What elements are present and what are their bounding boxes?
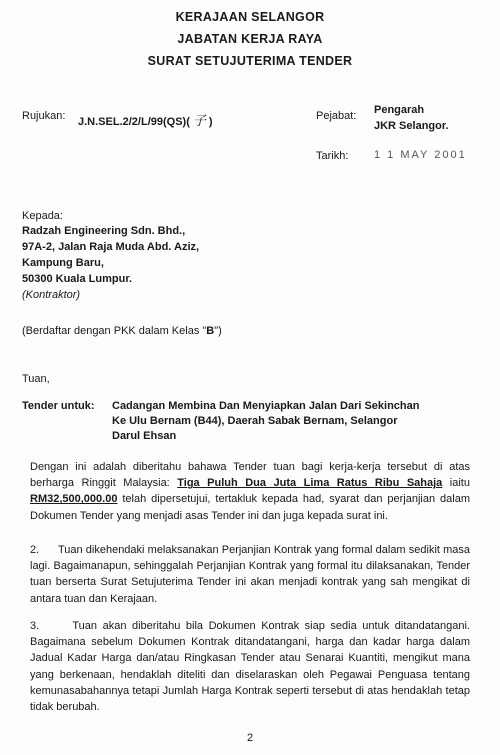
- reference-handwritten: 子: [192, 114, 206, 129]
- date-stamp: 1 1 MAY 2001: [374, 149, 467, 161]
- header-government: KERAJAAN SELANGOR: [175, 10, 325, 24]
- office-label: Pejabat:: [316, 110, 357, 122]
- paragraph-1-rest: telah dipersetujui, tertakluk kepada had, syarat dan perjanjian dalam Dokumen Tender yang menjadi asas Tender ini dan juga kepada surat ini.: [30, 493, 470, 522]
- recipient-name: Radzah Engineering Sdn. Bhd.,: [22, 225, 186, 237]
- paragraph-2: [30, 542, 474, 607]
- reference-close: ): [208, 116, 213, 128]
- tender-line-3: Darul Ehsan: [112, 430, 177, 442]
- salutation: Tuan,: [22, 373, 50, 385]
- paragraph-3-text: 3. Tuan akan diberitahu bila Dokumen Kontrak siap sedia untuk ditandatangani. Bagaimana sebelum Dokumen Kontrak ditandatangani, harga dan kadar harga dalam Jadual Kadar Harga dan/atau Ringkasan Tender atau Senarai Kuantiti, mengikut mana yang berkenaan, hendaklah diteliti dan diselaraskan oleh Pegawai Penguasa tentang kemunasabahannya tetapi Jumlah Harga Kontrak seperti tersebut di atas hendaklah tetap tidak berubah.: [30, 620, 474, 714]
- header-title: SURAT SETUJUTERIMA TENDER: [147, 54, 353, 68]
- registration-kelas: B: [206, 325, 215, 337]
- tender-label: Tender untuk:: [22, 400, 95, 412]
- office-line2: JKR Selangor.: [374, 120, 449, 132]
- recipient-role: (Kontraktor): [22, 289, 81, 301]
- header-department: JABATAN KERJA RAYA: [177, 32, 323, 46]
- paragraph-1-iaitu: iaitu: [442, 477, 470, 490]
- paragraph-1: [30, 459, 470, 524]
- registration-suffix: "): [214, 325, 222, 337]
- office-line1: Pengarah: [374, 104, 425, 116]
- paragraph-2-text: 2. Tuan dikehendaki melaksanakan Perjanjian Kontrak yang formal dalam sedikit masa lagi. Bagaimanapun, sehinggalah Perjanjian Kontrak yang formal itu dilaksanakan, Tender tuan berserta Surat Setujuterima Tender ini akan menjadi kontrak yang sah mengikat di antara tuan dan Kerajaan.: [30, 544, 474, 605]
- tender-line-2: Ke Ulu Bernam (B44), Daerah Sabak Bernam, Selangor: [112, 415, 398, 427]
- registration-line: [22, 325, 222, 337]
- registration-prefix: (Berdaftar dengan PKK dalam Kelas ": [22, 325, 207, 337]
- paragraph-1-amount: RM32,500,000.00: [30, 493, 118, 506]
- recipient-kepada: Kepada:: [22, 210, 63, 222]
- paragraph-1-amount-words: Tiga Puluh Dua Juta Lima Ratus Ribu Sahaja: [177, 477, 443, 490]
- paragraph-1-intro: Dengan ini adalah diberitahu bahawa Tender tuan bagi kerja-kerja tersebut di atas berharga Ringgit Malaysia:: [30, 461, 470, 490]
- tender-line-1: Cadangan Membina Dan Menyiapkan Jalan Dari Sekinchan: [112, 400, 420, 412]
- date-label: Tarikh:: [316, 150, 349, 162]
- recipient-address-1: 97A-2, Jalan Raja Muda Abd. Aziz,: [22, 241, 200, 253]
- reference-label: Rujukan:: [22, 110, 66, 122]
- reference-number: J.N.SEL.2/2/L/99(QS)(: [78, 116, 190, 128]
- recipient-address-2: Kampung Baru,: [22, 257, 104, 269]
- recipient-address-3: 50300 Kuala Lumpur.: [22, 273, 133, 285]
- paragraph-3: [30, 618, 474, 715]
- page-number: 2: [246, 732, 254, 744]
- reference-value: [78, 110, 213, 129]
